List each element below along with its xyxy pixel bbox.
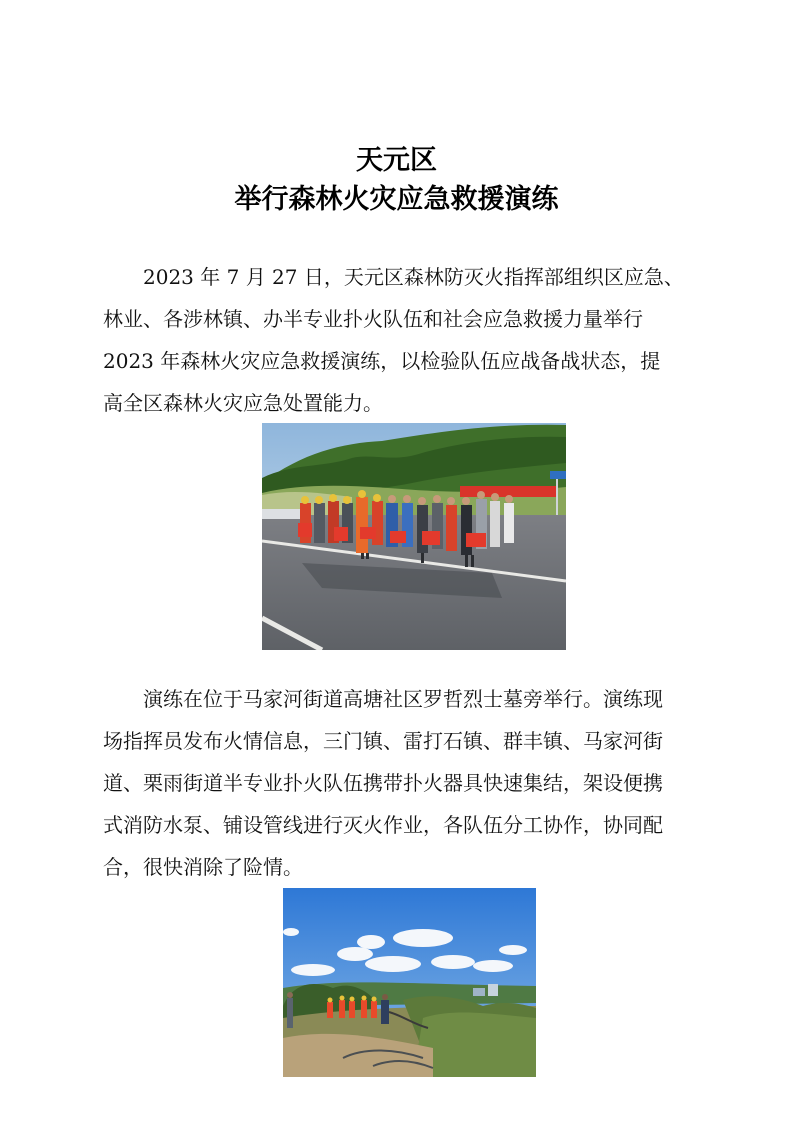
paragraph-1-line: 2023 年森林火灾应急救援演练，以检验队伍应战备战状态，提 xyxy=(103,349,661,373)
paragraph-1-line: 2023 年 7 月 27 日，天元区森林防灭火指挥部组织区应急、 xyxy=(103,265,684,289)
firefighting-drill-image xyxy=(283,888,536,1077)
paragraph-2 xyxy=(103,678,693,888)
paragraph-2-line: 道、栗雨街道半专业扑火队伍携带扑火器具快速集结，架设便携 xyxy=(103,771,663,795)
paragraph-1-line: 高全区森林火灾应急处置能力。 xyxy=(103,391,383,415)
rescue-team-lineup-photo xyxy=(262,423,566,650)
firefighting-drill-photo xyxy=(283,888,536,1077)
paragraph-2-line: 合，很快消除了险情。 xyxy=(103,855,303,879)
paragraph-1-line: 林业、各涉林镇、办半专业扑火队伍和社会应急救援力量举行 xyxy=(103,307,643,331)
document-title-line1: 天元区 xyxy=(356,145,437,176)
paragraph-2-line: 场指挥员发布火情信息，三门镇、雷打石镇、群丰镇、马家河街 xyxy=(103,729,663,753)
rescue-team-lineup-image xyxy=(262,423,566,650)
paragraph-2-line: 式消防水泵、铺设管线进行灭火作业，各队伍分工协作，协同配 xyxy=(103,813,663,837)
paragraph-2-line: 演练在位于马家河街道高塘社区罗哲烈士墓旁举行。演练现 xyxy=(103,687,663,711)
document-title-line2: 举行森林火灾应急救援演练 xyxy=(234,184,559,215)
paragraph-1 xyxy=(103,256,693,424)
